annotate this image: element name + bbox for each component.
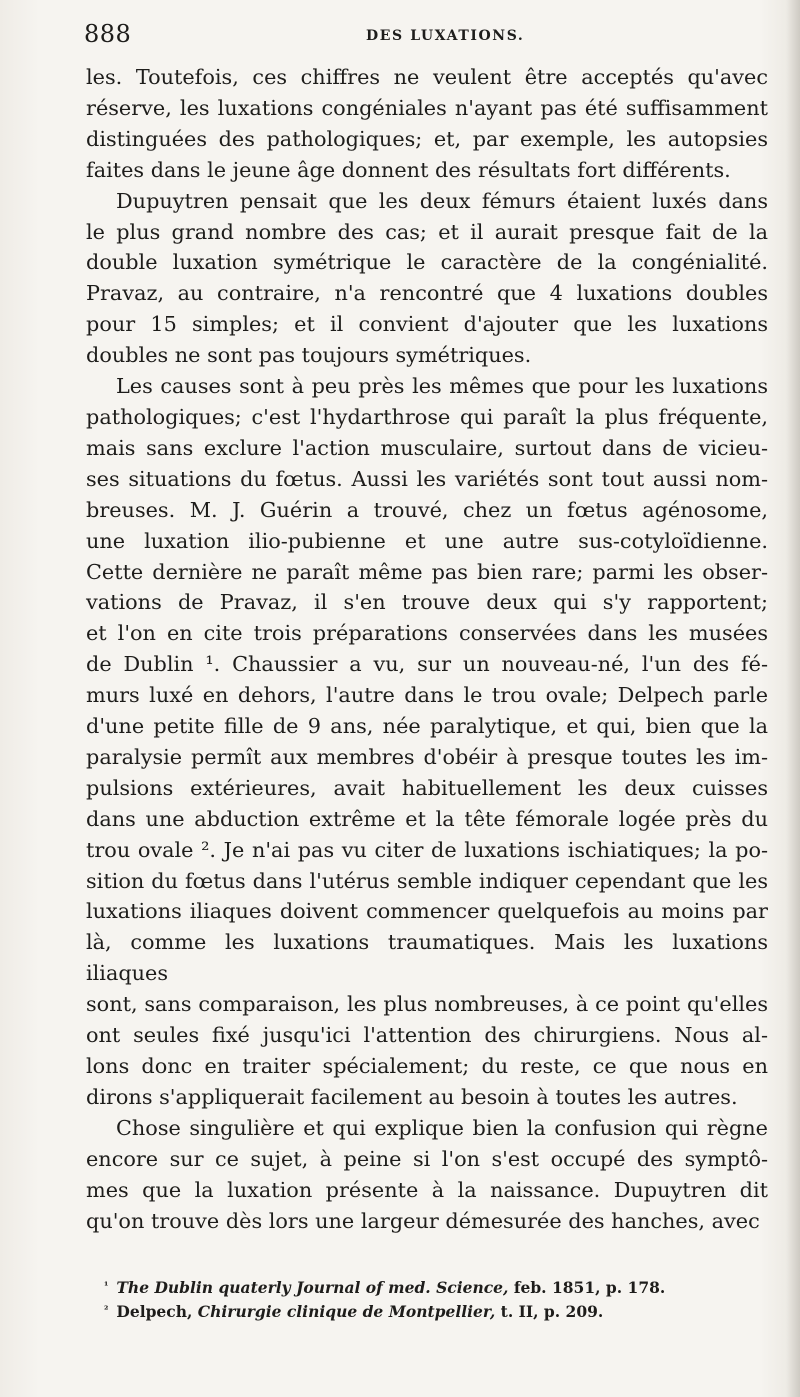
text-line: doubles ne sont pas toujours symétriques.	[86, 343, 532, 368]
footnote-citation: feb. 1851, p. 178.	[508, 1278, 666, 1297]
text-line: murs luxé en dehors, l'autre dans le trou ovale; Delpech parle	[86, 683, 768, 708]
text-line: dans une abduction extrême et la tête fémorale logée près du	[86, 806, 768, 831]
text-line: le plus grand nombre des cas; et il aurait presque fait de la	[86, 219, 768, 244]
text-line: vations de Pravaz, il s'en trouve deux qui s'y rapportent;	[86, 590, 768, 615]
running-head: DES LUXATIONS.	[366, 28, 525, 44]
text-line: Cette dernière ne paraît même pas bien rare; parmi les obser-	[86, 559, 768, 584]
text-line: pathologiques; c'est l'hydarthrose qui paraît la plus fréquente,	[86, 404, 768, 429]
text-line: Les causes sont à peu près les mêmes que pour les luxations	[116, 374, 768, 399]
text-line: qu'on trouve dès lors une largeur démesurée des hanches, avec	[86, 1208, 760, 1233]
footnote-1	[104, 1276, 764, 1300]
text-line: encore sur ce sujet, à peine si l'on s'est occupé des symptô-	[86, 1146, 768, 1171]
footnote-title: The Dublin quaterly Journal of med. Science,	[116, 1278, 509, 1297]
footnote-2	[104, 1300, 764, 1324]
text-line: breuses. M. J. Guérin a trouvé, chez un fœtus agénosome,	[86, 497, 768, 522]
text-line: double luxation symétrique le caractère de la congénialité.	[86, 250, 768, 275]
text-line: et l'on en cite trois préparations conservées dans les musées	[86, 621, 768, 646]
text-line: faites dans le jeune âge donnent des résultats fort différents.	[86, 157, 731, 182]
page-number: 888	[84, 20, 132, 48]
text-line: sont, sans comparaison, les plus nombreuses, à ce point qu'elles	[86, 992, 768, 1017]
footnote-author: Delpech,	[116, 1302, 198, 1321]
text-line: lons donc en traiter spécialement; du reste, ce que nous en	[86, 1054, 768, 1078]
text-line: ont seules fixé jusqu'ici l'attention des chirurgiens. Nous al-	[86, 1023, 768, 1048]
footnote-mark: ¹	[104, 1281, 109, 1292]
text-line: Dupuytren pensait que les deux fémurs étaient luxés dans	[116, 188, 768, 213]
text-line: mais sans exclure l'action musculaire, surtout dans de vicieu-	[86, 435, 768, 460]
text-line: pour 15 simples; et il convient d'ajouter que les luxations	[86, 312, 768, 337]
text-line: trou ovale ². Je n'ai pas vu citer de luxations ischiatiques; la po-	[86, 837, 768, 862]
text-line: de Dublin ¹. Chaussier a vu, sur un nouveau-né, l'un des fé-	[86, 652, 768, 677]
text-line: les. Toutefois, ces chiffres ne veulent être acceptés qu'avec	[86, 65, 768, 89]
footnote-citation: t. II, p. 209.	[495, 1302, 604, 1321]
text-line: là, comme les luxations traumatiques. Mais les luxations iliaques	[86, 930, 768, 986]
text-line: sition du fœtus dans l'utérus semble indiquer cependant que les	[86, 868, 768, 893]
text-line: dirons s'appliquerait facilement au besoin à toutes les autres.	[86, 1084, 738, 1109]
footnote-mark: ²	[104, 1305, 109, 1316]
text-line: paralysie permît aux membres d'obéir à presque toutes les im-	[86, 744, 768, 769]
text-line: distinguées des pathologiques; et, par exemple, les autopsies	[86, 126, 768, 151]
text-line: pulsions extérieures, avait habituellement les deux cuisses	[86, 775, 768, 800]
text-line: Chose singulière et qui explique bien la confusion qui règne	[116, 1115, 768, 1140]
footnotes	[104, 1276, 764, 1324]
text-line: réserve, les luxations congéniales n'ayant pas été suffisamment	[86, 95, 768, 120]
page-edge-shadow	[786, 0, 800, 1397]
text-line: d'une petite fille de 9 ans, née paralytique, et qui, bien que la	[86, 714, 768, 739]
text-line: luxations iliaques doivent commencer quelquefois au moins par	[86, 899, 768, 924]
page-header	[84, 20, 764, 50]
text-line: ses situations du fœtus. Aussi les variétés sont tout aussi nom-	[86, 466, 768, 491]
text-line: une luxation ilio-pubienne et une autre sus-cotyloïdienne.	[86, 528, 768, 553]
footnote-title: Chirurgie clinique de Montpellier,	[197, 1302, 496, 1321]
text-line: Pravaz, au contraire, n'a rencontré que 4 luxations doubles	[86, 281, 768, 306]
body-text	[86, 62, 768, 1236]
text-line: mes que la luxation présente à la naissance. Dupuytren dit	[86, 1177, 768, 1202]
